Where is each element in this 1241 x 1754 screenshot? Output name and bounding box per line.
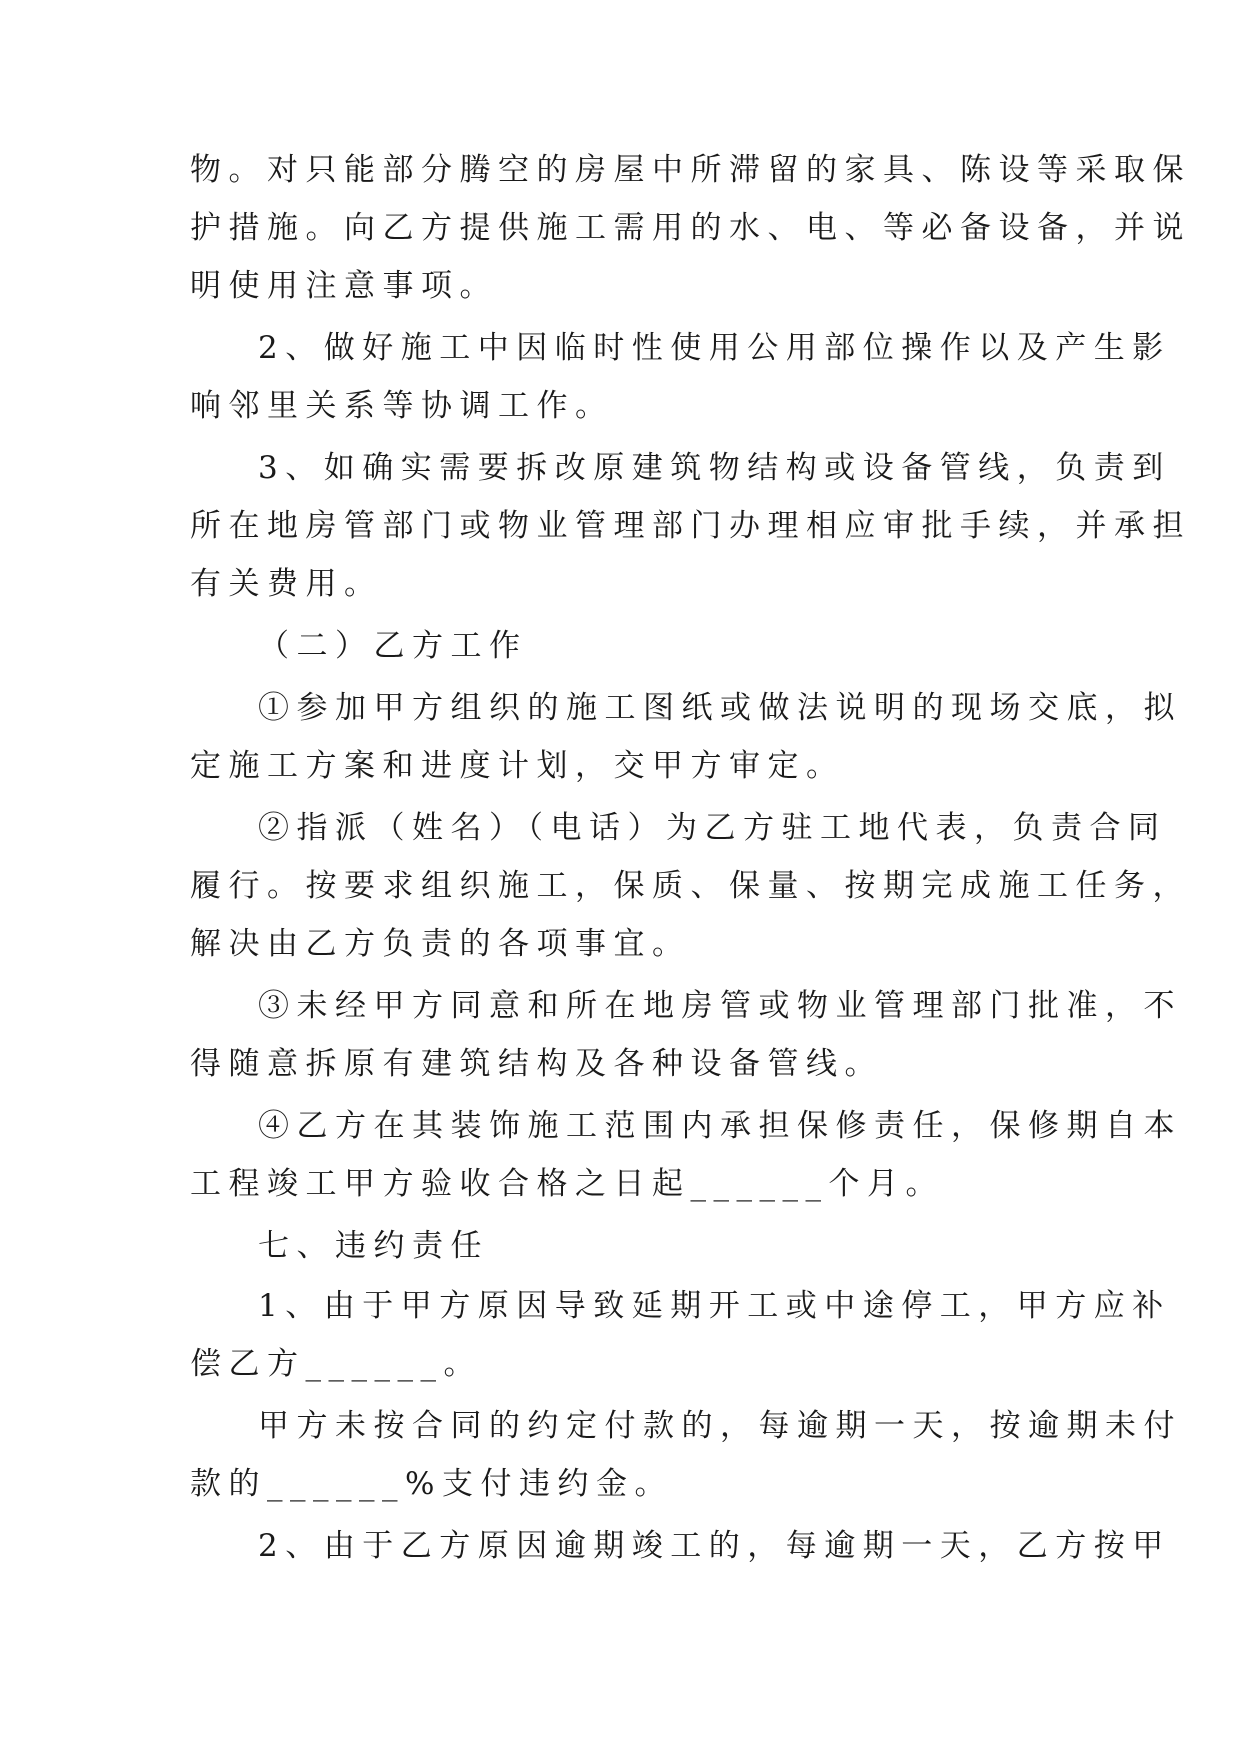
text-line: ①参加甲方组织的施工图纸或做法说明的现场交底，拟 <box>258 690 1182 726</box>
text-line: 得随意拆原有建筑结构及各种设备管线。 <box>190 1046 883 1082</box>
text-line: 2、做好施工中因临时性使用公用部位操作以及产生影 <box>258 330 1171 366</box>
text-line: 1、由于甲方原因导致延期开工或中途停工，甲方应补 <box>258 1288 1171 1324</box>
text-line: 物。对只能部分腾空的房屋中所滞留的家具、陈设等采取保 <box>190 152 1191 188</box>
section-heading: 七、违约责任 <box>258 1228 489 1264</box>
text-line: ④乙方在其装饰施工范围内承担保修责任，保修期自本 <box>258 1108 1182 1144</box>
section-heading: （二）乙方工作 <box>258 628 528 664</box>
text-line: 解决由乙方负责的各项事宜。 <box>190 926 691 962</box>
text-line: 款的______%支付违约金。 <box>190 1466 673 1502</box>
text-line: 明使用注意事项。 <box>190 268 498 304</box>
text-line: 有关费用。 <box>190 566 383 602</box>
text-line: 3、如确实需要拆改原建筑物结构或设备管线，负责到 <box>258 450 1171 486</box>
text-line: 2、由于乙方原因逾期竣工的，每逾期一天，乙方按甲 <box>258 1528 1171 1564</box>
text-line: ③未经甲方同意和所在地房管或物业管理部门批准，不 <box>258 988 1182 1024</box>
text-line: ②指派（姓名）（电话）为乙方驻工地代表，负责合同 <box>258 810 1167 846</box>
text-line: 甲方未按合同的约定付款的，每逾期一天，按逾期未付 <box>258 1408 1182 1444</box>
text-line: 响邻里关系等协调工作。 <box>190 388 614 424</box>
text-line: 定施工方案和进度计划，交甲方审定。 <box>190 748 845 784</box>
text-line: 所在地房管部门或物业管理部门办理相应审批手续，并承担 <box>190 508 1191 544</box>
text-line: 履行。按要求组织施工，保质、保量、按期完成施工任务， <box>190 868 1191 904</box>
text-line: 工程竣工甲方验收合格之日起______个月。 <box>190 1166 944 1202</box>
text-line: 护措施。向乙方提供施工需用的水、电、等必备设备，并说 <box>190 210 1191 246</box>
text-line: 偿乙方______。 <box>190 1346 482 1382</box>
